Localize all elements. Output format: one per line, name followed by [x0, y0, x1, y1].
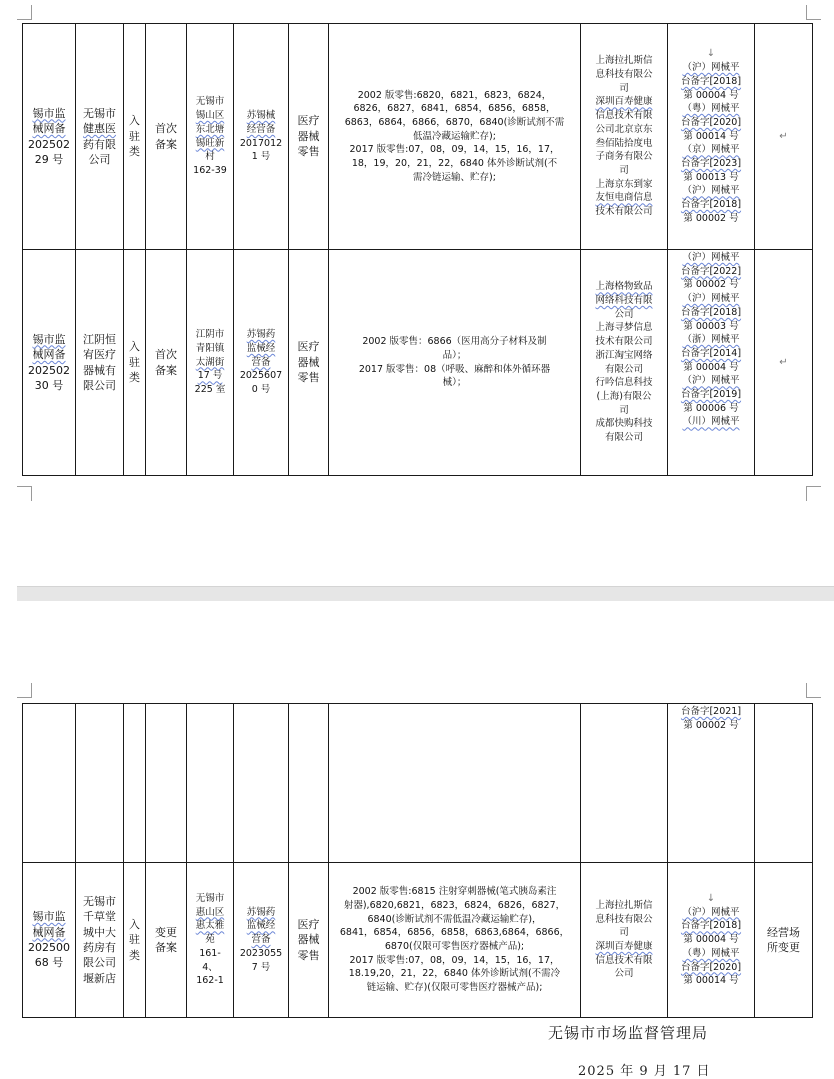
cell-text-line: 29 号: [34, 152, 64, 166]
cell-text-line: 链运输、贮存)(仅限可零售医疗器械产品);: [366, 982, 543, 994]
filing-type-cell: [146, 863, 187, 1018]
cell-text-line: 首次: [155, 122, 177, 136]
table-row: [23, 250, 813, 476]
license-cell: [234, 863, 289, 1018]
platform-filing-cell: [668, 250, 755, 476]
license-cell: [234, 250, 289, 476]
cell-text-line: 台备字[2018]: [680, 306, 742, 318]
cell-text-line: 司: [619, 164, 629, 176]
cell-text-line: 无锡市: [195, 96, 225, 108]
platform-filing-cell: [668, 704, 755, 863]
cell-text-line: （沪）网械平: [682, 62, 740, 74]
company-name-cell: [76, 250, 124, 476]
cell-text-line: 医疗: [297, 114, 320, 128]
cell-text-line: 2025607: [239, 370, 283, 382]
cell-text-line: 公司: [88, 152, 111, 166]
cell-text-line: 锡旺新: [195, 137, 225, 149]
cell-text-line: （粤）网械平: [682, 947, 740, 959]
cell-text-line: 入: [129, 917, 140, 931]
cell-text-line: 备案: [155, 363, 177, 377]
cell-text-line: （川）网械平: [682, 416, 740, 428]
cell-text-line: 7 号: [251, 961, 271, 973]
filing-table-page-2: [22, 703, 813, 1018]
cell-text-line: 惠山区: [195, 906, 225, 918]
cell-text-line: 监械经: [246, 342, 276, 354]
page-corner-mark: [806, 683, 821, 698]
cell-text-line: 6870(仅限可零售医疗器械产品);: [384, 941, 525, 952]
cell-text-line: 第 00004 号: [683, 89, 739, 101]
business-type-cell: [289, 250, 329, 476]
cell-text-line: 息科技有限公: [595, 68, 653, 80]
cell-text-line: 苑: [205, 934, 215, 946]
cell-text-line: 台备字[2023]: [680, 158, 742, 170]
cell-text-line: 信息技术有限: [595, 110, 653, 122]
cell-text-line: 台备字[2021]: [680, 706, 742, 717]
cell-text-line: 驻: [129, 933, 140, 947]
filing-type-cell: [146, 24, 187, 250]
cell-text-line: 所变更: [767, 941, 800, 954]
cell-text-line: 6863，6864，6866，6870，6840(诊断试剂不需: [344, 116, 565, 128]
platform-filing-cell: ↓ （沪）网械平 台备字[2018] 第 00004 号 （粤）网械平 台备字[2020] 第 00014 号: [668, 863, 755, 1018]
cell-text-line: 东北塘: [195, 123, 225, 135]
cell-text-line: 台备字[2022]: [680, 265, 742, 277]
cell-text-line: 限公司: [83, 378, 116, 392]
cell-text-line: 惠太雅: [195, 920, 225, 932]
cell-text-line: 上海拉扎斯信: [595, 899, 653, 911]
cell-text-line: 零售: [297, 371, 320, 385]
cell-text-line: 首次: [155, 348, 177, 362]
cell-text-line: 苏锡药: [246, 906, 276, 918]
registration-number-cell: [23, 24, 76, 250]
company-name-cell: [76, 24, 124, 250]
cell-text-line: 台备字[2018]: [680, 75, 742, 87]
cell-text-line: 宥医疗: [83, 348, 116, 362]
cell-text-line: 有限公司: [604, 363, 643, 375]
cell-text-line: 台备字[2020]: [680, 116, 742, 128]
cell-text-line: 161-: [199, 947, 221, 959]
cell-text-line: 品）；: [442, 349, 467, 361]
business-type-cell: [289, 863, 329, 1018]
cell-text-line: 无锡市: [83, 894, 116, 908]
platform-name-cell: [581, 863, 668, 1018]
cell-text-line: 台备字[2018]: [680, 199, 742, 211]
cell-text-line: 经营备: [246, 123, 276, 135]
address-cell: [187, 863, 234, 1018]
cell-text-line: （粤）网械平: [682, 103, 740, 115]
address-cell: [187, 24, 234, 250]
cell-text-line: 江阴恒: [83, 332, 116, 346]
cell-text-line: 青阳镇: [195, 342, 225, 354]
cell-text-line: 械网备: [32, 122, 66, 136]
cell-text-line: （沪）网械平: [682, 252, 740, 263]
cell-text-line: 202502: [28, 137, 70, 151]
cell-text-line: 4、: [202, 961, 218, 973]
cell-text-line: （沪）网械平: [682, 293, 740, 305]
cell-text-line: (上海)有限公: [596, 390, 652, 402]
cell-text-line: 17 号: [197, 370, 223, 382]
cell-text-line: 械网备: [32, 348, 66, 362]
cell-text-line: 2017 版零售:07，08，09，14，15，16，17，: [349, 954, 560, 966]
cell-text-line: 上海京东到家: [595, 178, 653, 190]
cell-text-line: 浙江淘宝网络: [595, 349, 653, 361]
cell-text-line: 台备字[2014]: [680, 347, 742, 359]
cell-text-line: 18，19，20，21，22，6840 体外诊断试剂(不: [351, 158, 558, 170]
cell-text-line: 药有限: [83, 137, 116, 151]
cell-text-line: 村: [205, 151, 215, 163]
cell-text-line: 第 00004 号: [683, 934, 739, 946]
cell-text-line: 台备字[2019]: [680, 389, 742, 401]
cell-text-line: 2017012: [239, 137, 283, 149]
cell-text-line: 太湖街: [195, 356, 225, 368]
cell-text-line: 162-39: [193, 164, 227, 176]
business-scope-cell: [329, 863, 581, 1018]
remark-cell: ↵: [755, 250, 813, 476]
cell-text-line: 需冷链运输、贮存);: [413, 171, 496, 183]
cell-text-line: （沪）网械平: [682, 906, 740, 918]
cell-text-line: 上海寻梦信息: [595, 322, 653, 334]
platform-name-cell: [581, 24, 668, 250]
cell-text-line: 202502: [28, 363, 70, 377]
registration-number-cell: [23, 250, 76, 476]
category-cell: [124, 24, 146, 250]
cell-text-line: 健惠医: [83, 122, 116, 136]
cell-text-line: 台备字[2020]: [680, 961, 742, 973]
filing-table-page-1: [22, 23, 813, 476]
cell-text-line: 信息技术有限: [595, 954, 653, 966]
cell-text-line: 备案: [155, 137, 177, 151]
address-cell: [187, 250, 234, 476]
cell-text-line: 深圳百寿健康: [595, 96, 653, 108]
filing-type-cell: [146, 250, 187, 476]
platform-name-cell: [581, 250, 668, 476]
cell-text-line: （沪）网械平: [682, 185, 740, 197]
cell-text-line: 营备: [251, 356, 271, 368]
cell-text-line: 台备字[2018]: [680, 920, 742, 932]
cell-text-line: 深圳百寿健康: [595, 941, 653, 952]
cell-text-line: 公司: [614, 968, 634, 980]
cell-text-line: 225 室: [194, 384, 226, 396]
cell-text-line: 入: [129, 340, 140, 354]
cell-text-line: 第 00003 号: [683, 320, 739, 332]
cell-text-line: 公司: [614, 308, 634, 320]
cell-text-line: 医疗: [297, 917, 320, 931]
cell-text-line: 30 号: [34, 378, 64, 392]
cell-text-line: 变更: [155, 925, 177, 939]
cell-text-line: 司: [619, 82, 629, 94]
cell-text-line: 械网备: [32, 925, 66, 939]
cell-text-line: 2017 版零售：08（呼吸、麻醉和体外循环器: [358, 363, 551, 375]
cell-text-line: 第 00004 号: [683, 361, 739, 373]
cell-text-line: 公司北京京东: [595, 123, 653, 135]
cell-text-line: 6826，6827，6841，6854，6856，6858，: [353, 103, 556, 115]
cell-text-line: 子商务有限公: [595, 151, 653, 163]
cell-text-line: 6840(诊断试剂不需低温冷藏运输贮存)，: [367, 913, 542, 925]
cell-text-line: 驻: [129, 355, 140, 369]
cell-text-line: 上海格物致品: [595, 281, 653, 293]
cell-text-line: 零售: [297, 948, 320, 962]
cell-text-line: 2023055: [239, 947, 283, 959]
cell-text-line: 友恒电商信息: [595, 192, 653, 204]
registration-number-cell: [23, 863, 76, 1018]
cell-text-line: 无锡市: [195, 893, 225, 905]
cell-text-line: 0 号: [251, 384, 271, 396]
cell-text-line: 无锡市: [83, 106, 116, 120]
business-type-cell: [289, 24, 329, 250]
cell-text-line: 第 00002 号: [683, 719, 739, 731]
cell-text-line: 器械有: [83, 363, 116, 377]
cell-text-line: 成都快购科技: [595, 418, 653, 430]
cell-text-line: 营备: [251, 934, 271, 946]
cell-text-line: 162-1: [196, 975, 224, 987]
cell-text-line: 第 00014 号: [683, 130, 739, 142]
cell-text-line: 千草堂: [83, 910, 116, 924]
cell-text-line: 苏锡械: [246, 110, 276, 122]
cell-text-line: （京）网械平: [682, 144, 740, 156]
page-corner-mark: [17, 486, 32, 501]
cell-text-line: 网络科技有限: [595, 294, 653, 306]
cell-text-line: 2002 版零售:6815 注射穿刺器械(笔式胰岛素注: [352, 886, 557, 898]
cell-text-line: 第 00014 号: [683, 975, 739, 987]
cell-text-line: 类: [129, 371, 140, 385]
cell-text-line: 2002 版零售：6866（医用高分子材料及制: [362, 336, 547, 348]
cell-text-line: 苏锡药: [246, 329, 276, 341]
cell-text-line: 202500: [28, 941, 70, 954]
page-corner-mark: [806, 5, 821, 20]
cell-text-line: 经营场: [767, 925, 800, 939]
category-cell: [124, 863, 146, 1018]
cell-text-line: 第 00002 号: [683, 212, 739, 224]
cell-text-line: 类: [129, 948, 140, 962]
business-scope-cell: [329, 250, 581, 476]
cell-text-line: 入: [129, 114, 140, 128]
cell-text-line: 2002 版零售:6820，6821，6823，6824，: [357, 89, 552, 101]
cell-text-line: 药房有: [83, 941, 116, 954]
cell-text-line: 器械: [297, 355, 320, 369]
cell-text-line: 6841，6854，6856，6858，6863,6864，6866，: [339, 927, 570, 939]
table-row: [23, 863, 813, 1018]
cell-text-line: 有限公司: [604, 432, 643, 444]
cell-text-line: （浙）网械平: [682, 334, 740, 346]
cell-text-line: 堰新店: [83, 971, 116, 985]
cell-text-line: 1 号: [251, 151, 271, 163]
cell-text-line: 器械: [297, 129, 320, 143]
cell-text-line: 医疗: [297, 340, 320, 354]
cell-text-line: 锡市监: [32, 106, 66, 120]
page-corner-mark: [17, 5, 32, 20]
remark-cell: ↵: [755, 24, 813, 250]
issuer-signature: 无锡市市场监督管理局: [548, 1024, 709, 1042]
cell-text-line: 技术有限公司: [595, 206, 653, 218]
cell-text-line: 江阴市: [195, 329, 225, 341]
cell-text-line: 零售: [297, 145, 320, 159]
page-corner-mark: [806, 486, 821, 501]
cell-text-line: 城中大: [83, 925, 116, 939]
cell-text-line: 械）；: [442, 377, 467, 389]
cell-text-line: 备案: [155, 941, 177, 954]
page-gap: [17, 586, 834, 602]
cell-text-line: 锡市监: [32, 910, 66, 924]
cell-text-line: 司: [619, 927, 629, 939]
company-name-cell: [76, 863, 124, 1018]
cell-text-line: 射器),6820,6821，6823，6824，6826，6827，: [343, 899, 566, 911]
issue-date: 2025 年 9 月 17 日: [578, 1064, 711, 1079]
cell-text-line: 行吟信息科技: [595, 377, 653, 389]
cell-text-line: 2017 版零售:07，08，09，14，15，16，17，: [349, 144, 560, 156]
cell-text-line: 68 号: [34, 956, 64, 970]
business-scope-cell: [329, 24, 581, 250]
license-cell: [234, 24, 289, 250]
cell-text-line: 驻: [129, 129, 140, 143]
cell-text-line: 司: [619, 404, 629, 416]
cell-text-line: 第 00002 号: [683, 279, 739, 291]
cell-text-line: 锡山区: [195, 110, 225, 122]
platform-filing-cell: ↓ （沪）网械平 台备字[2018] 第 00004 号 （粤）网械平 台备字[2020] 第 00014 号 （京）网械平 台备字[2023] 第 00013 号 （沪）网械平 台备字[2018] 第 00002 号: [668, 24, 755, 250]
cell-text-line: 技术有限公司: [595, 336, 653, 348]
cell-text-line: （沪）网械平: [682, 375, 740, 387]
table-row: [23, 704, 813, 863]
cell-text-line: 类: [129, 145, 140, 159]
cell-text-line: 锡市监: [32, 332, 66, 346]
category-cell: [124, 250, 146, 476]
cell-text-line: 限公司: [83, 956, 116, 970]
page-corner-mark: [17, 683, 32, 698]
cell-text-line: 18.19,20，21，22，6840 体外诊断试剂(不需冷: [348, 968, 561, 980]
table-row: [23, 24, 813, 250]
cell-text-line: 叁佰陆拾度电: [595, 137, 653, 149]
cell-text-line: 息科技有限公: [595, 913, 653, 925]
cell-text-line: 监械经: [246, 920, 276, 932]
cell-text-line: 第 00013 号: [683, 171, 739, 183]
remark-cell: [755, 863, 813, 1018]
cell-text-line: 器械: [297, 933, 320, 947]
cell-text-line: 上海拉扎斯信: [595, 55, 653, 67]
cell-text-line: 第 00006 号: [683, 402, 739, 414]
cell-text-line: 低温冷藏运输贮存);: [413, 130, 496, 142]
